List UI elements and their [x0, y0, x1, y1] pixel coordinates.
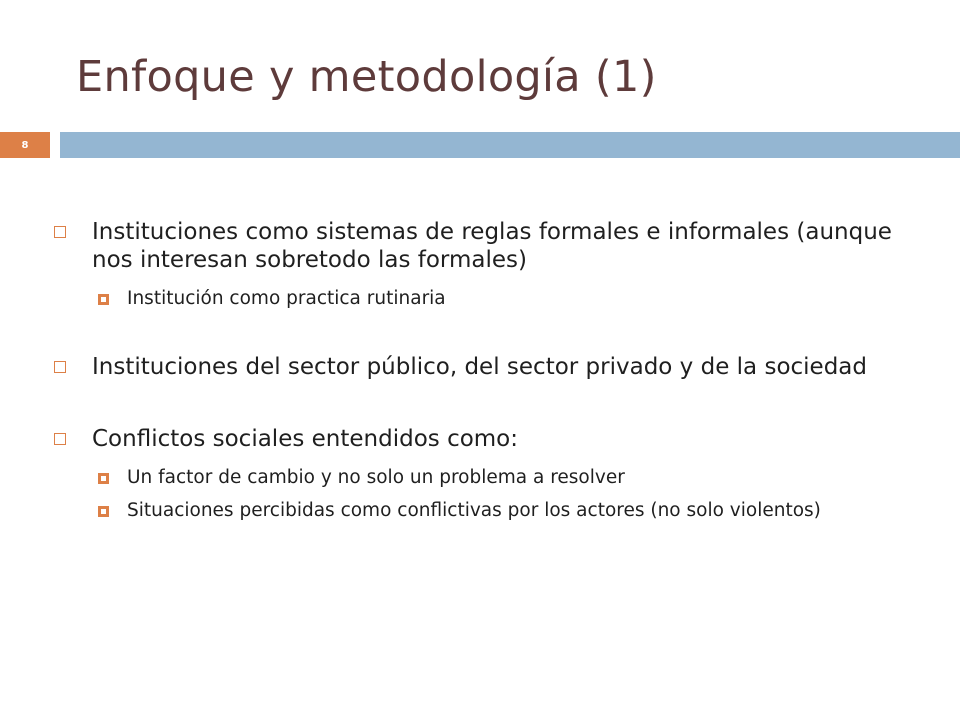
framed-square-bullet-icon — [98, 506, 109, 517]
slide-number-badge — [0, 132, 50, 158]
sub-bullet-3-2-text: Situaciones percibidas como conflictivas por los actores (no solo violentos) — [127, 500, 821, 521]
bullet-1-text: Instituciones como sistemas de reglas formales e informales (aunque nos interesan sobretodo las formales) — [92, 219, 892, 273]
title-rule-bar — [60, 132, 960, 158]
sub-bullet-1-1-text: Institución como practica rutinaria — [127, 288, 446, 309]
slide-body — [54, 218, 934, 533]
bullet-2-text: Instituciones del sector público, del sector privado y de la sociedad — [92, 354, 867, 380]
sub-bullet-1-1 — [54, 288, 934, 310]
hollow-square-bullet-icon — [54, 361, 66, 373]
sub-bullet-3-1-text: Un factor de cambio y no solo un problema a resolver — [127, 467, 625, 488]
hollow-square-bullet-icon — [54, 226, 66, 238]
bullet-3-text: Conflictos sociales entendidos como: — [92, 426, 519, 452]
sub-bullet-3-1 — [54, 467, 934, 489]
slide-number: 8 — [21, 139, 29, 151]
slide-title: Enfoque y metodología (1) — [76, 52, 657, 102]
bullet-1 — [54, 218, 934, 274]
hollow-square-bullet-icon — [54, 433, 66, 445]
framed-square-bullet-icon — [98, 473, 109, 484]
bullet-2 — [54, 353, 934, 381]
sub-bullet-3-2 — [54, 500, 934, 522]
framed-square-bullet-icon — [98, 294, 109, 305]
bullet-3 — [54, 425, 934, 453]
